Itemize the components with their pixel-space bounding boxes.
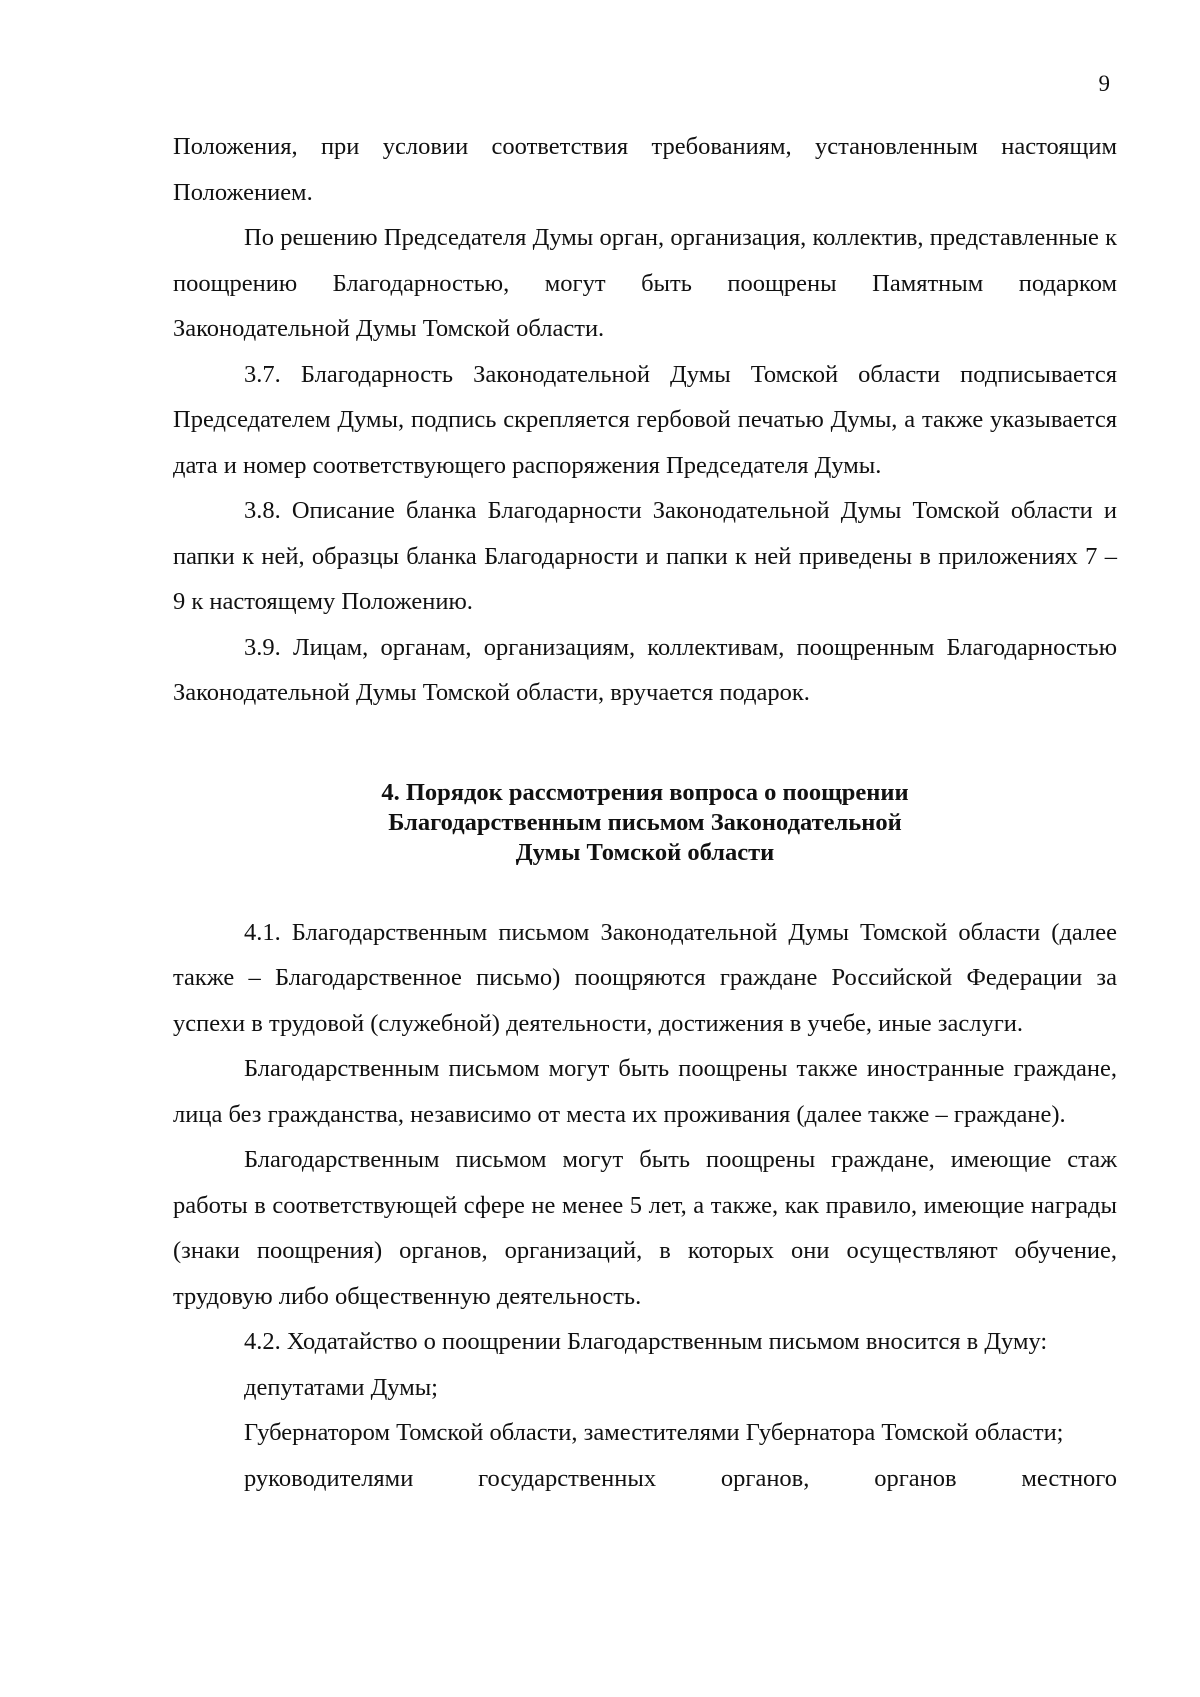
paragraph-3-8: 3.8. Описание бланка Благодарности Законодательной Думы Томской области и папки к ней, образцы бланка Благодарности и папки к ней приведены в приложениях 7 – 9 к настоящему Положению. [173, 497, 1117, 615]
page-number: 9 [1098, 71, 1110, 96]
paragraph-3-7: 3.7. Благодарность Законодательной Думы Томской области подписывается Председателем Думы, подпись скрепляется гербовой печатью Думы, а также указывается дата и номер соответствующего распоряжения Председателя Думы. [173, 360, 1117, 479]
paragraph-work-experience: Благодарственным письмом могут быть поощрены граждане, имеющие стаж работы в соответствующей сфере не менее 5 лет, а также, как правило, имеющие награды (знаки поощрения) органов, организаций, в которых они осуществляют обучение, трудовую либо общественную деятельность. [173, 1146, 1117, 1310]
paragraph-continuation: Положения, при условии соответствия требованиям, установленным настоящим Положением. [173, 133, 1117, 206]
section-heading-line: 4. Порядок рассмотрения вопроса о поощрении [381, 778, 909, 806]
section-heading-line: Благодарственным письмом Законодательной [388, 808, 902, 836]
list-item-deputies: депутатами Думы; [244, 1373, 438, 1401]
list-item-heads-of-bodies: руководителями государственных органов, органов местного [244, 1464, 1117, 1492]
document-body [173, 124, 1117, 1501]
paragraph-4-1: 4.1. Благодарственным письмом Законодательной Думы Томской области (далее также – Благодарственное письмо) поощряются граждане Российской Федерации за успехи в трудовой (служебной) деятельности, достижения в учебе, иные заслуги. [173, 918, 1117, 1037]
paragraph-foreign-citizens: Благодарственным письмом могут быть поощрены также иностранные граждане, лица без гражданства, независимо от места их проживания (далее также – граждане). [173, 1055, 1117, 1128]
paragraph-4-2: 4.2. Ходатайство о поощрении Благодарственным письмом вносится в Думу: [244, 1328, 1048, 1355]
paragraph-memorial-gift: По решению Председателя Думы орган, организация, коллектив, представленные к поощрению Благодарностью, могут быть поощрены Памятным подарком Законодательной Думы Томской области. [173, 224, 1117, 342]
paragraph-3-9: 3.9. Лицам, органам, организациям, коллективам, поощренным Благодарностью Законодательной Думы Томской области, вручается подарок. [173, 633, 1117, 706]
section-4-heading [173, 778, 1117, 868]
list-item-governor: Губернатором Томской области, заместителями Губернатора Томской области; [244, 1419, 1064, 1446]
section-heading-line: Думы Томской области [515, 838, 775, 866]
